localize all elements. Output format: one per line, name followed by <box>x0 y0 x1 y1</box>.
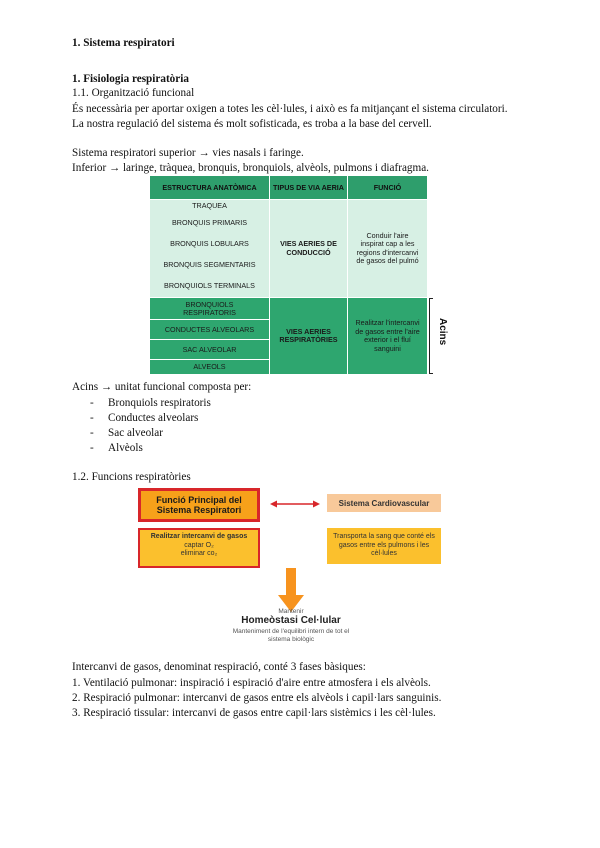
table-cell: VIES AERIES RESPIRATÒRIES <box>270 298 347 374</box>
list-bullet: - <box>90 427 94 439</box>
document-title: 1. Sistema respiratori <box>72 37 175 49</box>
paragraph-line: Sistema respiratori superior → vies nasals i faringe. <box>72 147 304 159</box>
paragraph-line: Intercanvi de gasos, denominat respiració, conté 3 fases bàsiques: <box>72 661 366 673</box>
row-divider <box>150 359 269 360</box>
list-bullet: - <box>90 442 94 454</box>
cardiovascular-box: Sistema Cardiovascular <box>327 494 441 512</box>
subsection-heading: 1.1. Organització funcional <box>72 87 195 99</box>
section-heading: 1. Fisiologia respiratòria <box>72 73 189 85</box>
acins-label-wrap <box>434 318 448 358</box>
row-divider <box>150 339 269 340</box>
table-cell: BRONQUIOLS TERMINALS <box>164 281 255 291</box>
homeostasis-title: Homeòstasi Cel·lular <box>241 615 341 626</box>
table-cell: Realitzar l'intercanvi de gasos entre l'aire exterior i el fluí sanguini <box>348 298 427 374</box>
table-header: FUNCIÓ <box>348 176 427 199</box>
table-header: TIPUS DE VIA AERIA <box>270 176 347 199</box>
paragraph-line: La nostra regulació del sistema és molt sofisticada, es troba a la base del cervell. <box>72 118 432 130</box>
gas-exchange-box <box>138 528 260 568</box>
table-cell: CONDUCTES ALVEOLARS <box>164 324 255 334</box>
table-cell: ALVEOLS <box>193 361 226 371</box>
table-cell: Conduir l'aire inspirat cap a les regions d'intercanvi de gasos del pulmó <box>348 200 427 297</box>
list-item: Alvèols <box>108 442 143 454</box>
airway-table <box>150 176 427 374</box>
subsection-heading: 1.2. Funcions respiratòries <box>72 471 191 483</box>
acins-bracket <box>429 298 433 374</box>
list-item: 2. Respiració pulmonar: intercanvi de gasos entre els alvèols i capil·lars sanguinis. <box>72 692 442 704</box>
row-divider <box>150 319 269 320</box>
table-cell: BRONQUIS LOBULARS <box>170 238 249 248</box>
acins-intro: Acins → unitat funcional composta per: <box>72 381 252 393</box>
list-bullet: - <box>90 397 94 409</box>
list-bullet: - <box>90 412 94 424</box>
table-cell: TRAQUEA <box>192 201 227 211</box>
down-arrow-icon <box>278 568 304 612</box>
gas-exchange-title: Realitzar intercanvi de gasos <box>150 533 248 540</box>
acins-label: Acins <box>437 318 448 346</box>
main-function-box: Funció Principal del Sistema Respiratori <box>138 488 260 522</box>
table-cell: VIES AERIES DE CONDUCCIÓ <box>270 200 347 297</box>
gas-exchange-line: captar O₂ <box>184 541 214 549</box>
paragraph-line: És necessària per aportar oxigen a totes les cèl·lules, i això es fa mitjançant el sistema circulatori. <box>72 103 508 115</box>
table-cell: BRONQUIOLS RESPIRATORIS <box>183 299 236 317</box>
table-cell: BRONQUIS PRIMARIS <box>171 217 248 227</box>
double-arrow-icon <box>270 499 320 509</box>
homeostasis-desc: Manteniment de l'equilibri intern de tot el sistema biològic <box>232 628 350 643</box>
gas-exchange-line: eliminar co₂ <box>180 550 218 557</box>
list-item: Conductes alveolars <box>108 412 199 424</box>
transport-box: Transporta la sang que conté els gasos entre els pulmons i les cèl·lules <box>327 528 441 564</box>
table-header: ESTRUCTURA ANATÒMICA <box>150 176 269 199</box>
list-item: 3. Respiració tissular: intercanvi de gasos entre capil·lars sistèmics i les cèl·lules. <box>72 707 436 719</box>
list-item: Bronquiols respiratoris <box>108 397 211 409</box>
list-item: Sac alveolar <box>108 427 163 439</box>
list-item: 1. Ventilació pulmonar: inspiració i espiració d'aire entre atmosfera i els alvèols. <box>72 677 431 689</box>
maintain-label: Mantenir <box>278 608 304 615</box>
table-cell: SAC ALVEOLAR <box>182 344 237 354</box>
paragraph-line: Inferior → laringe, tràquea, bronquis, bronquiols, alvèols, pulmons i diafragma. <box>72 162 429 174</box>
table-cell: BRONQUIS SEGMENTARIS <box>163 260 256 270</box>
